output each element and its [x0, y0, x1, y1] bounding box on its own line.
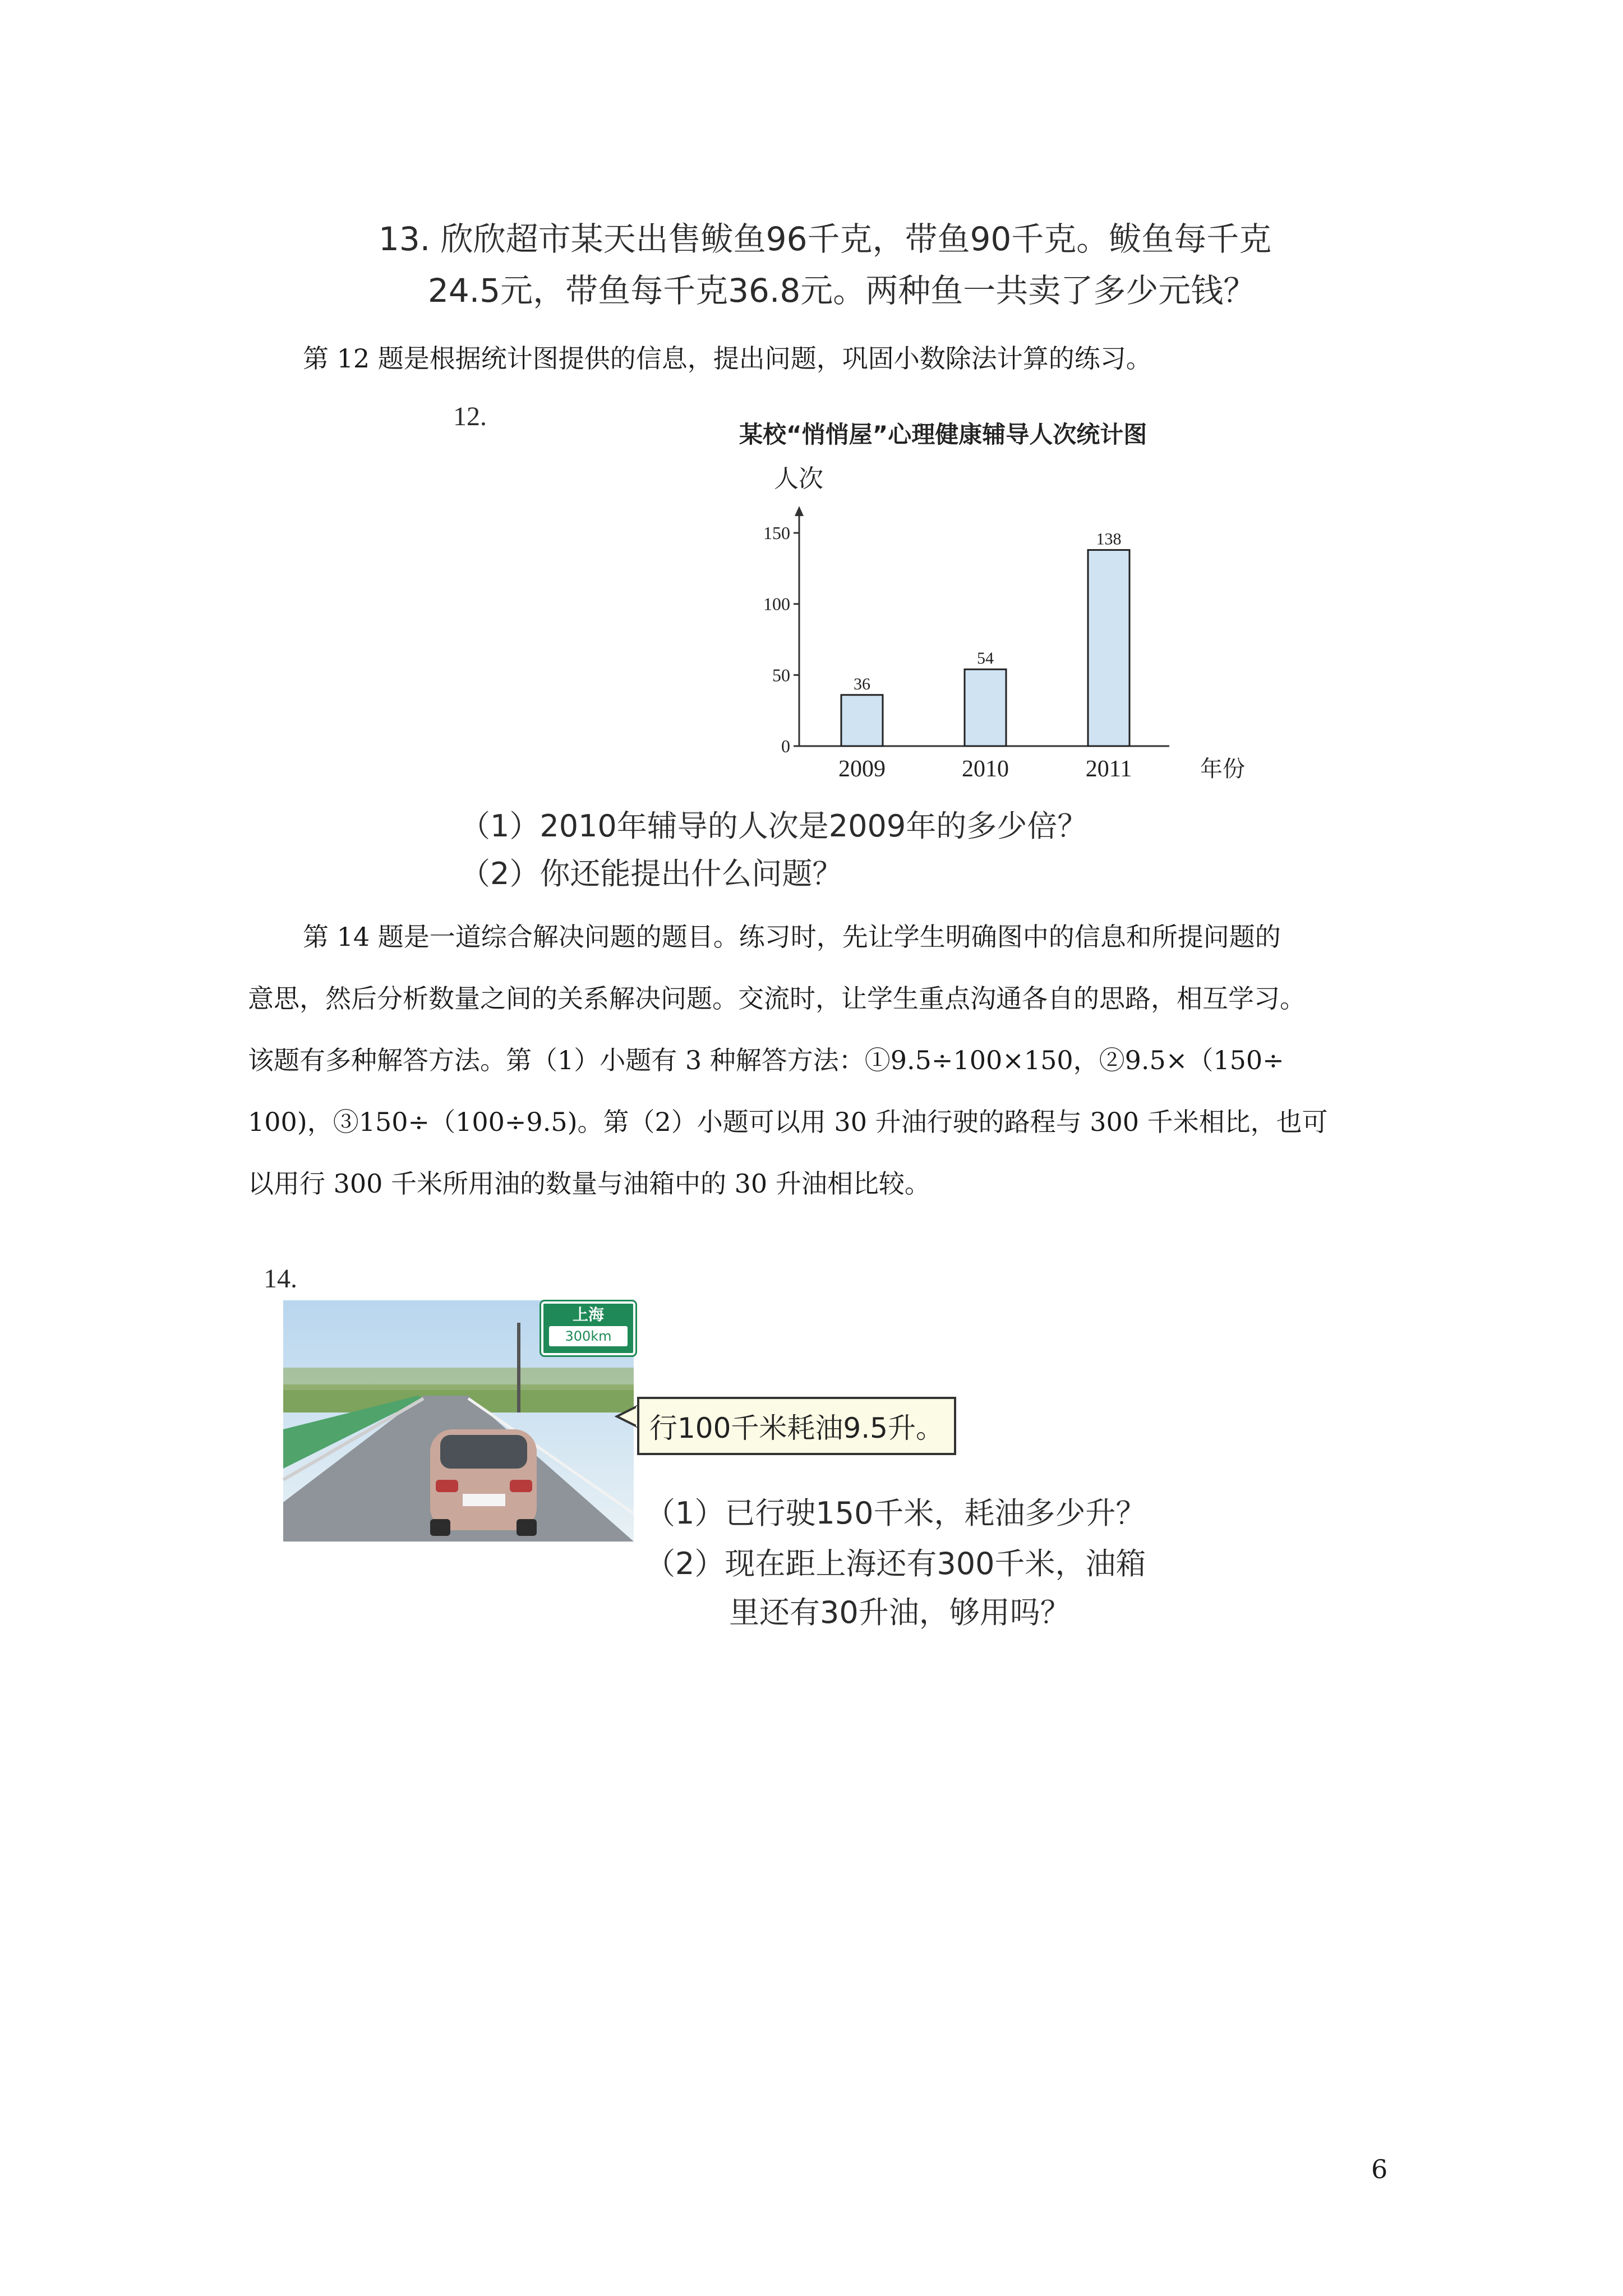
- question-12-sub-1: （1）2010年辅导的人次是2009年的多少倍？: [460, 808, 1088, 844]
- x-tick-label: 2009: [838, 756, 886, 782]
- y-tick-label: 100: [763, 593, 790, 614]
- road-sign-distance: 300km: [549, 1326, 628, 1346]
- x-tick-label: 2011: [1085, 756, 1132, 782]
- y-axis-label: 人次: [774, 464, 823, 493]
- bar-chart: [729, 449, 1245, 797]
- question-13: [379, 213, 1366, 320]
- bar: [841, 695, 883, 746]
- question-13-line-1: 13. 欣欣超市某天出售鲅鱼96千克，带鱼90千克。鲅鱼每千克: [379, 220, 1272, 258]
- bar-data-label: 54: [977, 649, 994, 668]
- callout-pointer: [617, 1400, 639, 1433]
- fuel-callout: 行100千米耗油9.5升。: [637, 1397, 956, 1455]
- bar: [965, 669, 1006, 746]
- question-12-sub-2: （2）你还能提出什么问题？: [460, 856, 843, 891]
- paragraph-q14-line-5: 以用行 300 千米所用油的数量与油箱中的 30 升油相比较。: [248, 1168, 930, 1199]
- question-14-sub-2-line-1: （2）现在距上海还有300千米，油箱: [645, 1546, 1146, 1581]
- paragraph-q14-line-1: 第 14 题是一道综合解决问题的题目。练习时，先让学生明确图中的信息和所提问题的: [303, 922, 1281, 952]
- paragraph-q14-line-3: 该题有多种解答方法。第（1）小题有 3 种解答方法：①9.5÷100×150，②9.5×（150÷: [248, 1045, 1284, 1075]
- question-14-sub-2-line-2: 里还有30升油，够用吗？: [729, 1595, 1071, 1630]
- question-14-sub-1: （1）已行驶150千米，耗油多少升？: [645, 1496, 1146, 1531]
- question-13-line-2: 24.5元，带鱼每千克36.8元。两种鱼一共卖了多少元钱？: [428, 272, 1256, 310]
- road-sign: [541, 1301, 635, 1355]
- question-12-number: 12.: [453, 402, 487, 431]
- question-14-number: 14.: [264, 1264, 297, 1294]
- car-icon: [430, 1429, 537, 1536]
- road-sign-city: 上海: [572, 1305, 604, 1324]
- y-tick-label: 0: [781, 736, 790, 756]
- page-number: 6: [1371, 2154, 1388, 2184]
- bar: [1088, 550, 1129, 746]
- chart-title: 某校“悄悄屋”心理健康辅导人次统计图: [739, 421, 1147, 448]
- x-axis-label: 年份: [1200, 756, 1245, 782]
- x-tick-label: 2010: [962, 756, 1009, 782]
- y-tick-label: 150: [763, 523, 790, 543]
- y-axis-arrow: [795, 506, 804, 516]
- y-tick-label: 50: [772, 665, 790, 685]
- paragraph-q14-line-2: 意思，然后分析数量之间的关系解决问题。交流时，让学生重点沟通各自的思路，相互学习。: [248, 983, 1306, 1014]
- bar-data-label: 36: [854, 674, 870, 693]
- bar-data-label: 138: [1096, 530, 1122, 549]
- paragraph-q12-note: 第 12 题是根据统计图提供的信息，提出问题，巩固小数除法计算的练习。: [303, 343, 1152, 374]
- paragraph-q14-line-4: 100)，③150÷（100÷9.5)。第（2）小题可以用 30 升油行驶的路程与 300 千米相比，也可: [248, 1107, 1328, 1137]
